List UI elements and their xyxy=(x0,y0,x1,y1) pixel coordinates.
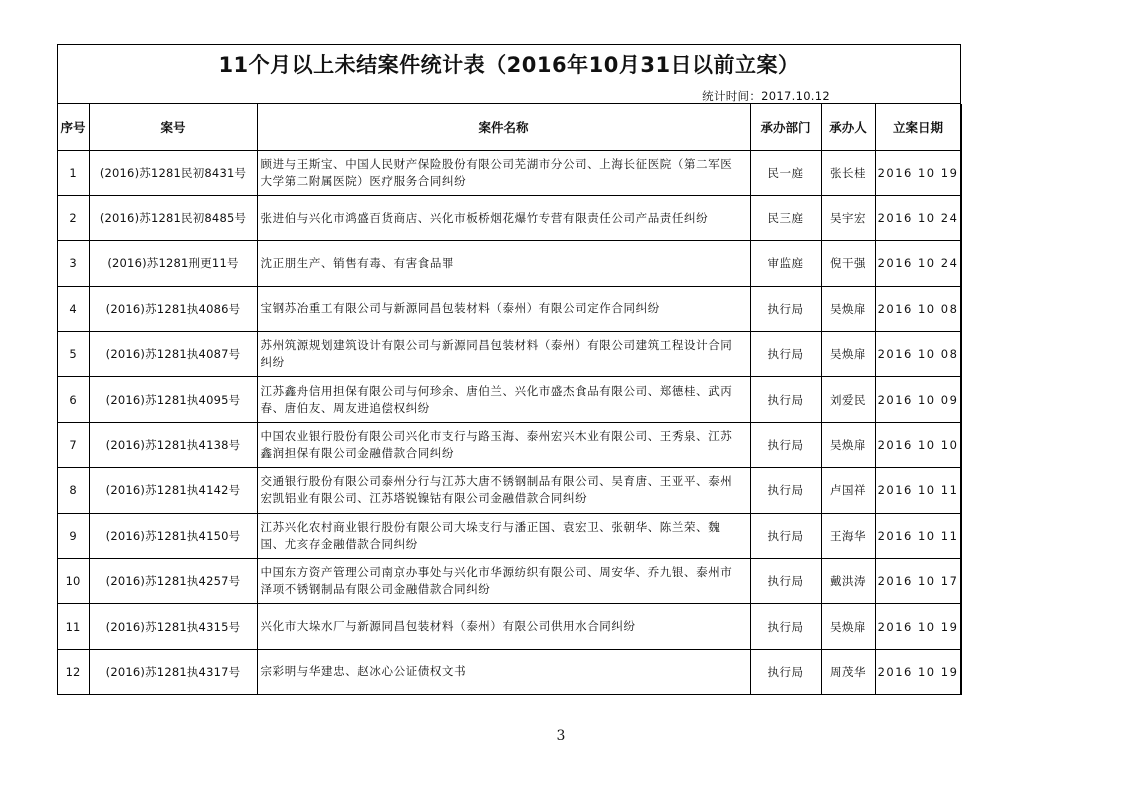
case-name-cell: 交通银行股份有限公司泰州分行与江苏大唐不锈钢制品有限公司、吴育唐、王亚平、泰州宏凯铝业有限公司、江苏塔锐镍钴有限公司金融借款合同纠纷 xyxy=(257,468,750,513)
department-cell: 执行局 xyxy=(750,604,821,649)
department-cell: 执行局 xyxy=(750,286,821,331)
handler-cell: 卢国祥 xyxy=(821,468,875,513)
department-cell: 执行局 xyxy=(750,468,821,513)
case-name-cell: 中国农业银行股份有限公司兴化市支行与路玉海、泰州宏兴木业有限公司、王秀泉、江苏鑫润担保有限公司金融借款合同纠纷 xyxy=(257,422,750,467)
header-case-number: 案号 xyxy=(89,104,257,150)
filing-date-cell: 2016 10 19 xyxy=(875,604,961,649)
department-cell: 执行局 xyxy=(750,422,821,467)
row-index: 1 xyxy=(57,150,89,195)
filing-date-cell: 2016 10 11 xyxy=(875,513,961,558)
handler-cell: 刘爱民 xyxy=(821,377,875,422)
row-index: 3 xyxy=(57,241,89,286)
case-name-cell: 江苏鑫舟信用担保有限公司与何珍余、唐伯兰、兴化市盛杰食品有限公司、郑德桂、武丙春、唐伯友、周友进追偿权纠纷 xyxy=(257,377,750,422)
case-name-cell: 中国东方资产管理公司南京办事处与兴化市华源纺织有限公司、周安华、乔九银、泰州市泽项不锈钢制品有限公司金融借款合同纠纷 xyxy=(257,559,750,604)
table-row xyxy=(57,604,961,649)
case-number-cell: (2016)苏1281执4315号 xyxy=(89,604,257,649)
filing-date-cell: 2016 10 08 xyxy=(875,332,961,377)
case-number-cell: (2016)苏1281执4086号 xyxy=(89,286,257,331)
table-row xyxy=(57,377,961,422)
handler-cell: 倪干强 xyxy=(821,241,875,286)
case-name-cell: 宝钢苏冶重工有限公司与新源同昌包装材料（泰州）有限公司定作合同纠纷 xyxy=(257,286,750,331)
table-row xyxy=(57,195,961,240)
row-index: 6 xyxy=(57,377,89,422)
header-case-name: 案件名称 xyxy=(257,104,750,150)
handler-cell: 吴宇宏 xyxy=(821,195,875,240)
department-cell: 民三庭 xyxy=(750,195,821,240)
row-index: 5 xyxy=(57,332,89,377)
case-name-cell: 宗彩明与华建忠、赵冰心公证债权文书 xyxy=(257,649,750,694)
table-row xyxy=(57,241,961,286)
table-row xyxy=(57,286,961,331)
case-number-cell: (2016)苏1281执4095号 xyxy=(89,377,257,422)
department-cell: 执行局 xyxy=(750,559,821,604)
table-body xyxy=(57,150,961,695)
handler-cell: 张长桂 xyxy=(821,150,875,195)
table-row xyxy=(57,559,961,604)
handler-cell: 吴焕扉 xyxy=(821,332,875,377)
row-index: 4 xyxy=(57,286,89,331)
row-index: 2 xyxy=(57,195,89,240)
case-name-cell: 张进伯与兴化市鸿盛百货商店、兴化市板桥烟花爆竹专营有限责任公司产品责任纠纷 xyxy=(257,195,750,240)
filing-date-cell: 2016 10 10 xyxy=(875,422,961,467)
filing-date-cell: 2016 10 24 xyxy=(875,195,961,240)
case-statistics-sheet xyxy=(57,44,961,695)
case-table xyxy=(57,104,962,695)
document-title: 11个月以上未结案件统计表（2016年10月31日以前立案） xyxy=(218,53,800,77)
department-cell: 执行局 xyxy=(750,332,821,377)
table-row xyxy=(57,513,961,558)
case-number-cell: (2016)苏1281执4257号 xyxy=(89,559,257,604)
filing-date-cell: 2016 10 17 xyxy=(875,559,961,604)
filing-date-cell: 2016 10 19 xyxy=(875,649,961,694)
case-name-cell: 沈正朋生产、销售有毒、有害食品罪 xyxy=(257,241,750,286)
case-number-cell: (2016)苏1281执4087号 xyxy=(89,332,257,377)
statistics-time: 统计时间：2017.10.12 xyxy=(702,89,830,103)
row-index: 12 xyxy=(57,649,89,694)
department-cell: 执行局 xyxy=(750,377,821,422)
handler-cell: 戴洪涛 xyxy=(821,559,875,604)
case-name-cell: 苏州筑源规划建筑设计有限公司与新源同昌包装材料（泰州）有限公司建筑工程设计合同纠纷 xyxy=(257,332,750,377)
filing-date-cell: 2016 10 19 xyxy=(875,150,961,195)
department-cell: 执行局 xyxy=(750,649,821,694)
case-name-cell: 顾进与王斯宝、中国人民财产保险股份有限公司芜湖市分公司、上海长征医院（第二军医大学第二附属医院）医疗服务合同纠纷 xyxy=(257,150,750,195)
handler-cell: 吴焕扉 xyxy=(821,286,875,331)
case-number-cell: (2016)苏1281民初8485号 xyxy=(89,195,257,240)
table-row xyxy=(57,649,961,694)
table-row xyxy=(57,150,961,195)
header-handler: 承办人 xyxy=(821,104,875,150)
header-index: 序号 xyxy=(57,104,89,150)
handler-cell: 周茂华 xyxy=(821,649,875,694)
department-cell: 执行局 xyxy=(750,513,821,558)
case-number-cell: (2016)苏1281民初8431号 xyxy=(89,150,257,195)
row-index: 9 xyxy=(57,513,89,558)
handler-cell: 王海华 xyxy=(821,513,875,558)
row-index: 7 xyxy=(57,422,89,467)
case-name-cell: 江苏兴化农村商业银行股份有限公司大垛支行与潘正国、袁宏卫、张朝华、陈兰荣、魏国、尤亥存金融借款合同纠纷 xyxy=(257,513,750,558)
table-header-row xyxy=(57,104,961,150)
filing-date-cell: 2016 10 24 xyxy=(875,241,961,286)
row-index: 8 xyxy=(57,468,89,513)
department-cell: 民一庭 xyxy=(750,150,821,195)
case-number-cell: (2016)苏1281执4138号 xyxy=(89,422,257,467)
handler-cell: 吴焕扉 xyxy=(821,422,875,467)
title-box xyxy=(58,45,960,104)
header-department: 承办部门 xyxy=(750,104,821,150)
case-number-cell: (2016)苏1281执4150号 xyxy=(89,513,257,558)
filing-date-cell: 2016 10 11 xyxy=(875,468,961,513)
department-cell: 审监庭 xyxy=(750,241,821,286)
row-index: 11 xyxy=(57,604,89,649)
case-number-cell: (2016)苏1281执4317号 xyxy=(89,649,257,694)
table-row xyxy=(57,468,961,513)
case-name-cell: 兴化市大垛水厂与新源同昌包装材料（泰州）有限公司供用水合同纠纷 xyxy=(257,604,750,649)
case-number-cell: (2016)苏1281执4142号 xyxy=(89,468,257,513)
table-row xyxy=(57,422,961,467)
table-row xyxy=(57,332,961,377)
row-index: 10 xyxy=(57,559,89,604)
filing-date-cell: 2016 10 09 xyxy=(875,377,961,422)
handler-cell: 吴焕扉 xyxy=(821,604,875,649)
case-number-cell: (2016)苏1281刑更11号 xyxy=(89,241,257,286)
header-filing-date: 立案日期 xyxy=(875,104,961,150)
page-number: 3 xyxy=(556,728,566,744)
filing-date-cell: 2016 10 08 xyxy=(875,286,961,331)
